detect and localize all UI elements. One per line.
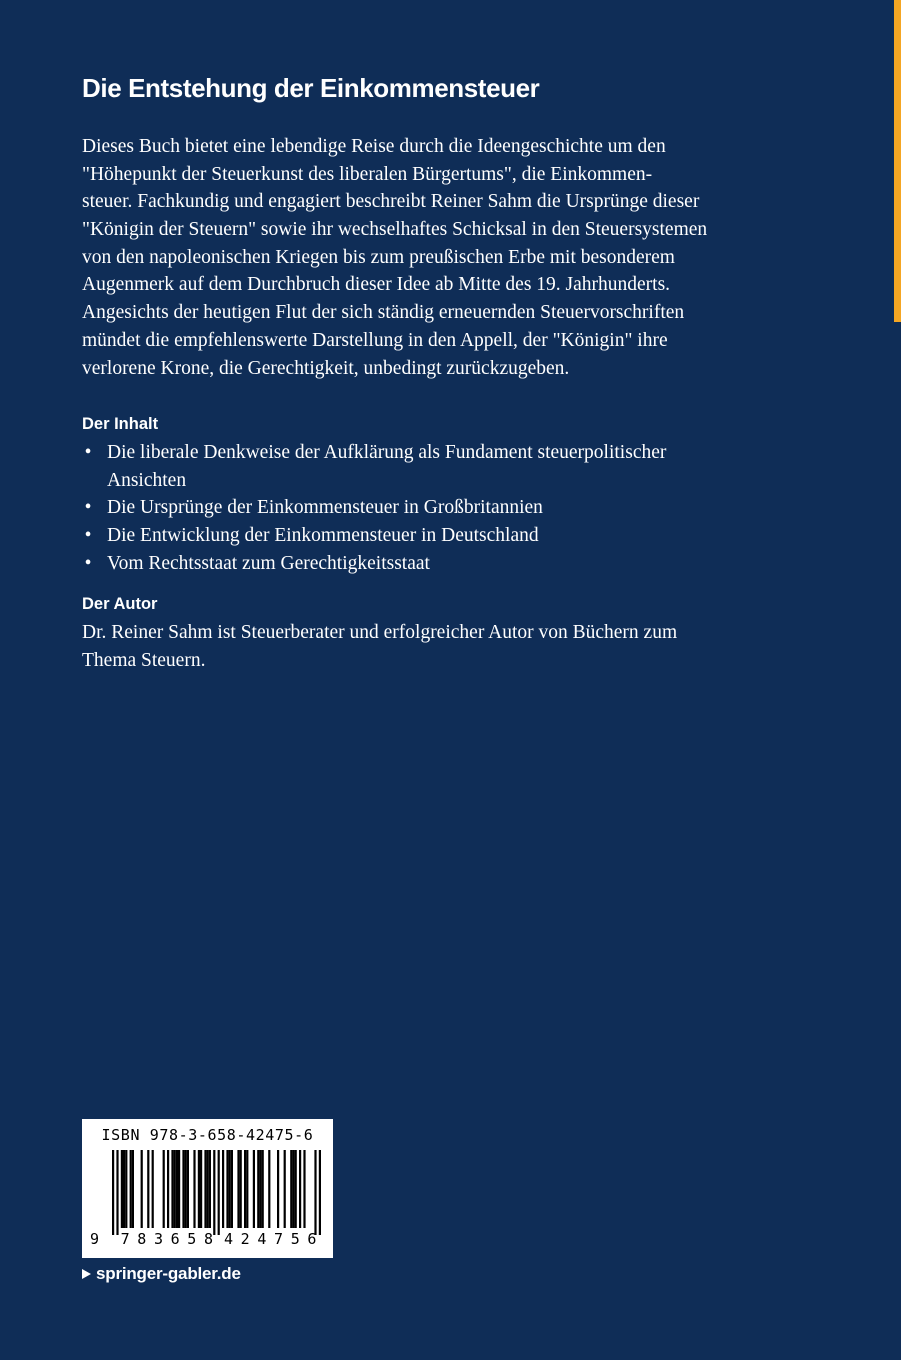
accent-stripe [894,0,901,322]
barcode-bar [187,1150,189,1228]
barcode-bar [268,1150,270,1228]
barcode-bar [147,1150,149,1228]
barcode-bar [116,1150,118,1235]
barcode-bar [174,1150,176,1228]
barcode-bar [130,1150,132,1228]
contents-heading: Der Inhalt [82,415,159,433]
list-item [82,439,772,494]
barcode-bar [253,1150,255,1228]
list-item [82,550,772,578]
bullet-icon: • [84,525,92,547]
bullet-icon: • [84,497,92,519]
barcode-bar [231,1150,233,1228]
list-item-text: Die Entwicklung der Einkommensteuer in Deutschland [107,525,539,547]
list-item-text: Vom Rechtsstaat zum Gerechtigkeitsstaat [107,552,430,574]
barcode-bar [163,1150,165,1228]
barcode-bar [222,1150,224,1228]
barcode-bar [226,1150,228,1228]
barcode-bar [209,1150,211,1228]
barcode-bar [123,1150,125,1228]
barcode-bar [257,1150,259,1228]
barcode-bar [213,1150,215,1235]
barcode-bars [82,1119,333,1258]
barcode-bar-group [112,1150,321,1235]
bullet-icon: • [84,442,92,463]
barcode-bar [185,1150,187,1228]
bullet-icon: • [84,552,92,574]
description-line: steuer. Fachkundig und engagiert beschreibt Reiner Sahm die Ursprünge dieser [82,191,700,213]
barcode-right-digits: 424756 [224,1230,317,1248]
barcode-bar [152,1150,154,1228]
barcode-bar [112,1150,114,1235]
barcode-bar [176,1150,178,1228]
barcode-bar [218,1150,220,1235]
barcode-bar [295,1150,297,1228]
barcode-bar [141,1150,143,1228]
barcode-bar [171,1150,173,1228]
barcode-bar [193,1150,195,1228]
barcode-bar [125,1150,127,1228]
list-item-text: Die liberale Denkweise der Aufklärung als Fundament steuerpolitischer [107,442,667,463]
list-item-text: Die Ursprünge der Einkommensteuer in Großbritannien [107,497,543,519]
list-item [82,522,772,550]
author-bio-line: Thema Steuern. [82,649,206,671]
barcode-first-digit: 9 [90,1230,100,1248]
barcode-bar [182,1150,184,1228]
barcode-bar [167,1150,169,1228]
barcode-bar [290,1150,292,1228]
author-bio-line: Dr. Reiner Sahm ist Steuerberater und erfolgreicher Autor von Büchern zum [82,622,678,643]
contents-list [82,439,772,578]
barcode-bar [319,1150,321,1235]
barcode-bar [207,1150,209,1228]
description-line: "Königin der Steuern" sowie ihr wechselhaftes Schicksal in den Steuersystemen [82,219,708,241]
barcode-bar [200,1150,202,1228]
barcode-bar [121,1150,123,1228]
barcode-bar [284,1150,286,1228]
barcode-bar [303,1150,305,1228]
barcode-bar [178,1150,180,1228]
isbn-label: ISBN 978-3-658-42475-6 [101,1126,314,1144]
arrow-right-icon [82,1269,91,1279]
description-line: Augenmerk auf dem Durchbruch dieser Idee ab Mitte des 19. Jahrhunderts. [82,274,671,296]
barcode-bar [299,1150,301,1228]
barcode-bar [246,1150,248,1228]
barcode-bar [237,1150,239,1228]
barcode-bar [314,1150,316,1235]
barcode-bar [240,1150,242,1228]
description-line: von den napoleonischen Kriegen bis zum preußischen Erbe mit besonderem [82,246,675,268]
description-line: Dieses Buch bietet eine lebendige Reise durch die Ideengeschichte um den [82,136,666,157]
barcode-bar [259,1150,261,1228]
barcode-bar [198,1150,200,1228]
barcode-bar [277,1150,279,1228]
author-heading: Der Autor [82,595,158,613]
list-item [82,494,772,522]
barcode-bar [292,1150,294,1228]
publisher-link-label: springer-gabler.de [96,1264,241,1283]
barcode-bar [132,1150,134,1228]
list-item-text-continued: Ansichten [107,469,187,491]
isbn-barcode [82,1119,333,1258]
barcode-bar [244,1150,246,1228]
publisher-link[interactable] [82,1263,241,1285]
description-line: Angesichts der heutigen Flut der sich ständig erneuernden Steuervorschriften [82,302,685,324]
author-bio [82,619,782,674]
barcode-bar [204,1150,206,1228]
barcode-bar [229,1150,231,1228]
description-line: mündet die empfehlenswerte Darstellung in den Appell, der "Königin" ihre [82,329,668,351]
book-title: Die Entstehung der Einkommensteuer [82,73,540,103]
barcode-bar [262,1150,264,1228]
book-description [82,133,772,382]
description-line: "Höhepunkt der Steuerkunst des liberalen Bürgertums", die Einkommen- [82,163,653,185]
barcode-left-digits: 783658 [120,1230,213,1248]
description-line: verlorene Krone, die Gerechtigkeit, unbedingt zurückzugeben. [82,357,570,379]
